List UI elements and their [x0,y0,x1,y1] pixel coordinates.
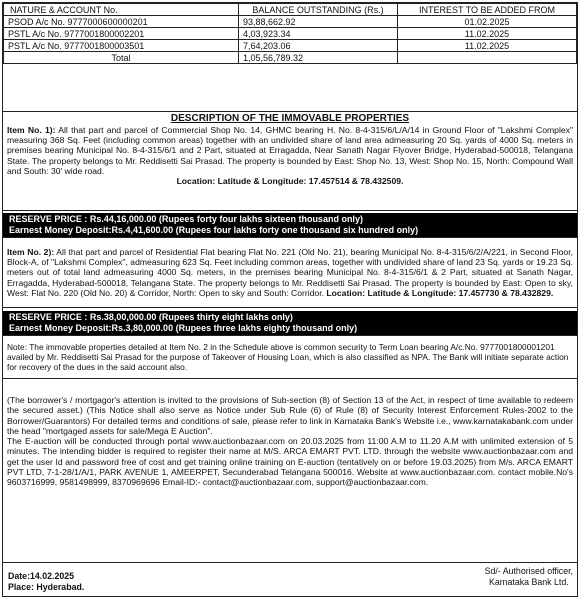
balance-cell: 4,03,923.34 [239,28,398,40]
eauction-text: The E-auction will be conducted through portal www.auctionbazaar.com on 20.03.2025 from 11:00 A.M to 11.20 A.M with unlimited extension of 5 minutes. The intending bidder is required to register their name at M/S. ARCA EMART PVT. LTD. through the website www.auctionbazaar.com and get the user Id and password free of cost and get training online training on E-auction (tentatively on or before 19.03.2025) from M/s. ARCA EMART PVT LTD, 7-1-28/1/A/1, PARK AVENUE 1, AMEERPET, Secunderabad Telangana 500016. Website at www.auctionbazaar.com. contact mobile.No's 9603716999, 9581498999, 8370969696 Email-ID:- contact@auctionbazaar.com, support@auctionbazaar.com. [7,436,573,488]
item2-label: Item No. 2): [7,247,55,257]
account-cell: PSOD A/c No. 9777000600000201 [4,16,239,28]
note-section [3,339,577,379]
item2-section [3,241,577,308]
signature-block [485,566,573,588]
auction-notice [2,2,578,597]
item2-text: All that part and parcel of Residential Flat bearing Flat No. 221 (Old No. 21), bearing Municipal No. 8-4-315/6/2/A/221, in Second Floor, Block-A, of "Lakshmi Complex", admeasuring 623 Sq. Feet including common areas, together with undivided share of land 23 Sq. yards or 19.23 Sq. meters out of total land admeasuring 4000 Sq. meters, in the premises bearing Municipal No. 8-4-315/6/1 & 2 Part, situated at Sanath Nagar, Erragadda, Hyderabad-500018, Telangana State. The property belongs to Mr. Reddisetti Sai Prasad. The property is bounded by East: Open to sky, West: Flat No. 220 (Old No. 20) & Corridor, North: Open to sky and South: Corridor. [7,247,573,298]
item2-location: Location: Latitude & Longitude: 17.457730 & 78.432829. [326,287,554,298]
total-label: Total [4,52,239,64]
item1-label: Item No. 1): [7,125,56,135]
table-row [4,28,577,40]
signature-officer: Sd/- Authorised officer, [484,566,573,576]
total-balance: 1,05,56,789.32 [239,52,398,64]
date-place [8,571,84,593]
balance-cell: 93,88,662.92 [239,16,398,28]
item1-description [3,125,577,176]
interest-cell: 01.02.2025 [398,16,577,28]
item2-emd: Earnest Money Deposit:Rs.3,80,000.00 (Rupees three lakhs eighty thousand only) [9,322,358,333]
item1-reserve-box [3,213,577,238]
accounts-section [3,3,577,108]
item2-description [3,247,577,298]
signature-bank: Karnataka Bank Ltd. [488,577,569,587]
note-text: Note: The immovable properties detailed at Item No. 2 in the Schedule above is common security to Term Loan bearing A/c.No. 9777001800001201 availed by Mr. Reddisetti Sai Prasad for the purpose of Takeover of Housing Loan, which is also classified as NPA. The Bank will initiate separate action for recovery of the dues in the said account also. [7,342,569,373]
table-row [4,16,577,28]
notice-date: Date:14.02.2025 [8,571,75,581]
balance-cell: 7,64,203.06 [239,40,398,52]
item2-reserve-price: RESERVE PRICE : Rs.38,00,000.00 (Rupees thirty eight lakhs only) [9,312,293,322]
col-header-interest: INTEREST TO BE ADDED FROM [398,4,577,16]
notice-text: (The borrower's / mortgagor's attention is invited to the provisions of Sub-section (8) of Section 13 of the Act, in respect of time available to redeem the secured asset.) (This Notice shall also serve as Notice under Sub Rule (6) of Rule (8) of Security Interest Enforcement Rules-2002 to the Borrower/Guarantors) For detailed terms and conditions of sale, please refer to link in Karnataka Bank's Website i.e., www.karnatakabank.com under the head "mortgaged assets for sale/Mega E Auction". [7,395,573,436]
table-row-total [4,52,577,64]
footer [3,565,577,596]
item2-reserve-box [3,311,577,336]
item1-section [3,111,577,211]
col-header-balance: BALANCE OUTSTANDING (Rs.) [239,4,398,16]
item1-reserve-price: RESERVE PRICE : Rs.44,16,000.00 (Rupees forty four lakhs sixteen thousand only) [9,214,363,224]
item1-text: All that part and parcel of Commercial Shop No. 14, GHMC bearing H. No. 8-4-315/6/L/A/14 in Ground Floor of "Lakshmi Complex" measuring 368 Sq. Feet (including common areas) together with an undivided share of land area admeasuring 20 Sq. yards of 4000 Sq. meters in premises bearing Municipal No. 8-4-315/6/1 and 2 Part, situated at Erragadda, Near Sanath Nagar Flyover Bridge, Hyderabad-500018, Telangana State. The property belongs to Mr. Reddisetti Sai Prasad. The property is bounded by East: Shop No. 13, West: Shop No. 15, North: Compound Wall and South: 30' wide road. [7,125,573,176]
item1-location: Location: Latitude & Longitude: 17.457514 & 78.432509. [176,176,404,187]
interest-cell: 11.02.2025 [398,40,577,52]
notice-place: Place: Hyderabad. [8,582,85,592]
terms-section [3,381,577,563]
col-header-account: NATURE & ACCOUNT No. [4,4,239,16]
table-header-row [4,4,577,16]
accounts-table [3,3,577,64]
description-title: DESCRIPTION OF THE IMMOVABLE PROPERTIES [170,113,410,124]
table-row [4,40,577,52]
account-cell: PSTL A/c No. 9777001800003501 [4,40,239,52]
account-cell: PSTL A/c No. 9777001800002201 [4,28,239,40]
total-interest [398,52,577,64]
item1-emd: Earnest Money Deposit:Rs.4,41,600.00 (Rupees four lakhs forty one thousand six hundred only) [9,224,419,235]
interest-cell: 11.02.2025 [398,28,577,40]
